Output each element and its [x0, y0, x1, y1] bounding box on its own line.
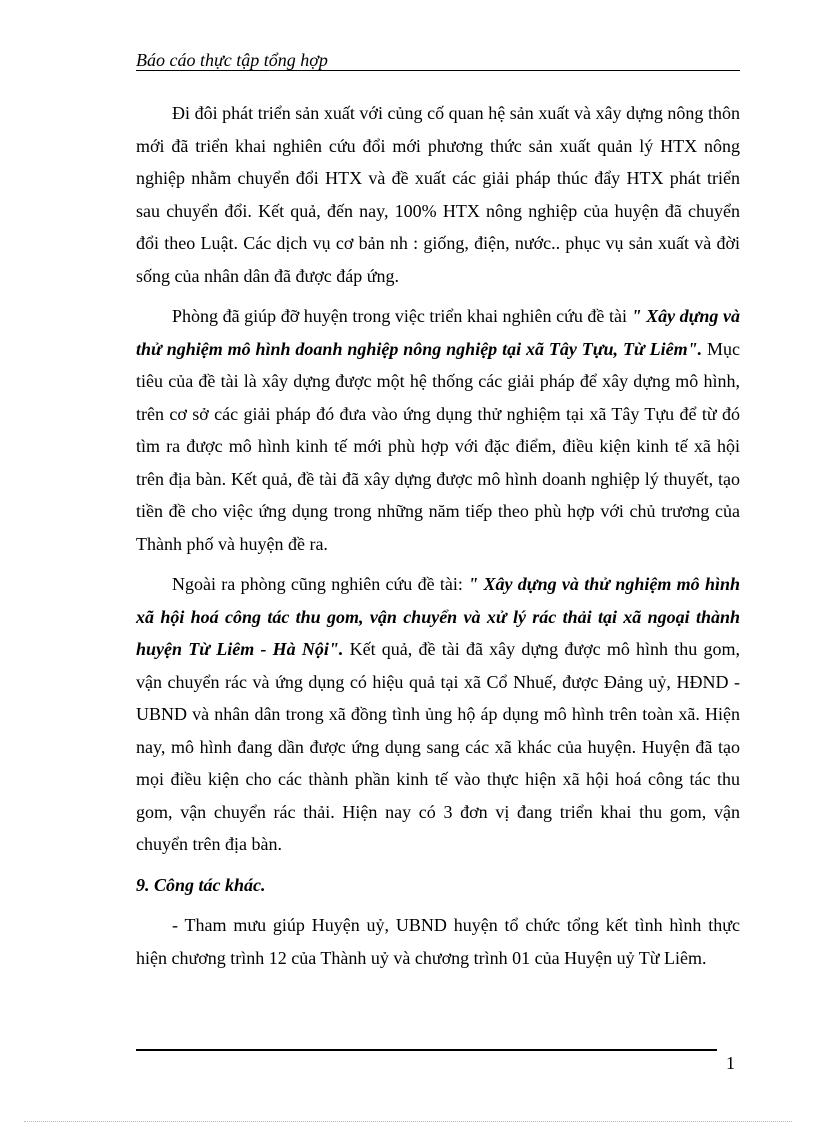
research-title: " Xây dựng và thử nghiệm mô hình doanh nghiệp nông nghiệp tại xã Tây Tựu, Từ Liêm". [136, 306, 740, 359]
paragraph-agriculture-cooperatives: Đi đôi phát triển sản xuất với củng cố quan hệ sản xuất và xây dựng nông thôn mới đã triển khai nghiên cứu đổi mới phương thức sản xuất quản lý HTX nông nghiệp nhằm chuyển đổi HTX và đề xuất các giải pháp thúc đẩy HTX phát triển sau chuyển đổi. Kết quả, đến nay, 100% HTX nông nghiệp của huyện đã chuyển đổi theo Luật. Các dịch vụ cơ bản nh : giống, điện, nước.. phục vụ sản xuất và đời sống của nhân dân đã được đáp ứng. [136, 103, 740, 286]
page-header [136, 48, 740, 71]
paragraph-intro-text: Ngoài ra phòng cũng nghiên cứu đề tài: [172, 574, 469, 594]
footer-divider [136, 1049, 717, 1051]
paragraph-waste-collection-research [136, 568, 740, 861]
research-title: " Xây dựng và thử nghiệm mô hình xã hội hoá công tác thu gom, vận chuyển và xử lý rác thải tại xã ngoại thành huyện Từ Liêm - Hà Nội". [136, 574, 740, 659]
paragraph-intro-text: Phòng đã giúp đỡ huyện trong việc triển khai nghiên cứu đề tài [172, 306, 627, 326]
page-number: 1 [726, 1053, 735, 1073]
paragraph-body-text: Kết quả, đề tài đã xây dựng được mô hình thu gom, vận chuyển rác và ứng dụng có hiệu quả tại xã Cổ Nhuế, được Đảng uỷ, HĐND - UBND và nhân dân trong xã đồng tình ủng hộ áp dụng mô hình trên toàn xã. Hiện nay, mô hình đang dần được ứng dụng sang các xã khác của huyện. Huyện đã tạo mọi điều kiện cho các thành phần kinh tế vào thực hiện xã hội hoá công tác thu gom, vận chuyển rác thải. Hiện nay có 3 đơn vị đang triển khai thu gom, vận chuyển trên địa bàn. [136, 639, 740, 854]
section-heading: 9. Công tác khác. [136, 874, 266, 895]
page-edge-divider [24, 1121, 792, 1122]
paragraph-other-tasks: - Tham mưu giúp Huyện uỷ, UBND huyện tổ chức tổng kết tình hình thực hiện chương trình 12 của Thành uỷ và chương trình 01 của Huyện uỷ Từ Liêm. [136, 915, 740, 968]
document-body [136, 97, 740, 982]
paragraph-body-text: Mục tiêu của đề tài là xây dựng được một hệ thống các giải pháp để xây dựng mô hình, trên cơ sở các giải pháp đó đưa vào ứng dụng thử nghiệm tại xã Tây Tựu để từ đó tìm ra được mô hình kinh tế mới phù hợp với đặc điểm, điều kiện kinh tế xã hội trên địa bàn. Kết quả, đề tài đã xây dựng được mô hình doanh nghiệp lý thuyết, tạo tiền đề cho việc ứng dụng trong những năm tiếp theo phù hợp với chủ trương của Thành phố và huyện đề ra. [136, 338, 740, 554]
header-title: Báo cáo thực tập tổng hợp [136, 50, 328, 70]
paragraph-enterprise-model-research [136, 300, 740, 560]
